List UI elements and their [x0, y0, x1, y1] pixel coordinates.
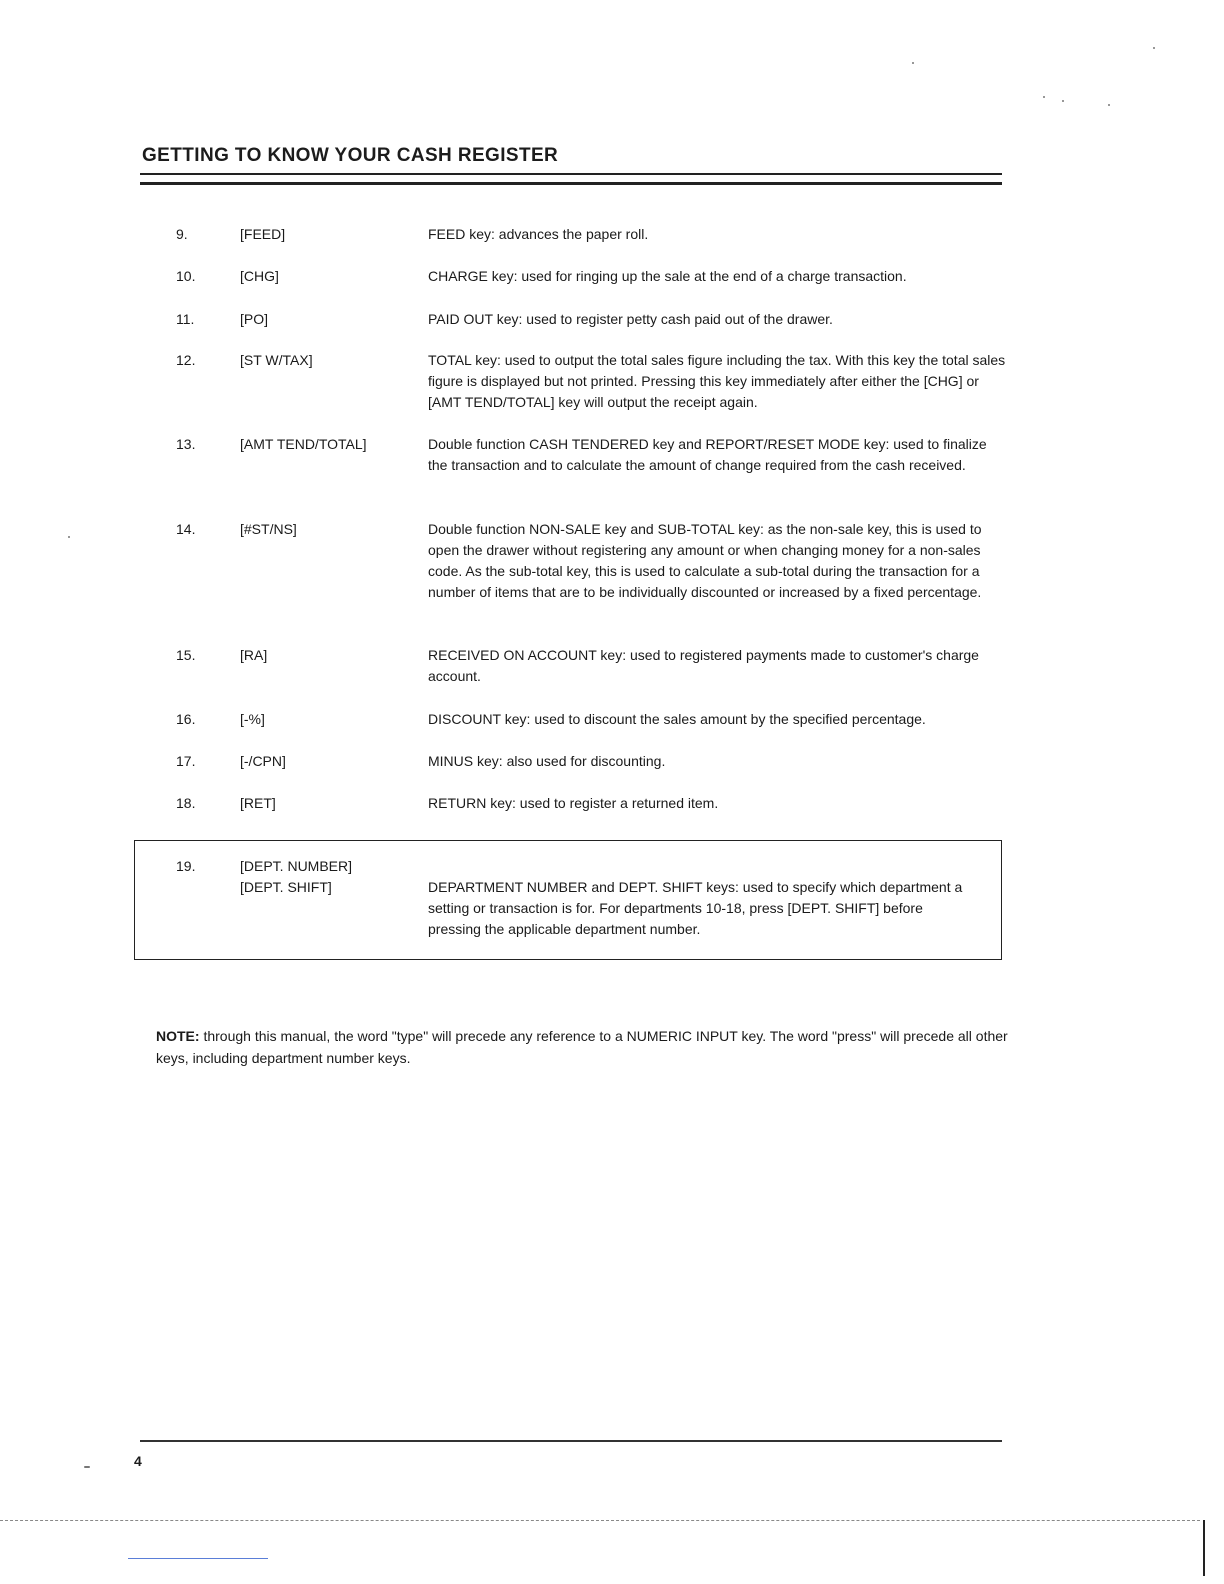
item-number: 12.	[176, 352, 196, 368]
item-key-line: [DEPT. SHIFT]	[240, 879, 332, 895]
scan-speck	[1043, 96, 1045, 98]
item-description: TOTAL key: used to output the total sales figure including the tax. With this key the total sales figure is displayed but not printed. Pressing this key immediately after either the [CHG] or [AMT TEND/TOTAL] key will output the receipt again.	[428, 352, 1006, 410]
note-text: through this manual, the word "type" will precede any reference to a NUMERIC INPUT key. The word "press" will precede all other keys, including department number keys.	[156, 1028, 1008, 1066]
item-key: [RET]	[240, 795, 276, 811]
item-key: [CHG]	[240, 268, 279, 284]
item-number: 18.	[176, 795, 196, 811]
item-key: [-/CPN]	[240, 753, 286, 769]
item-description: DISCOUNT key: used to discount the sales amount by the specified percentage.	[428, 711, 926, 727]
item-key-line: [DEPT. NUMBER]	[240, 858, 353, 874]
scan-speck	[84, 1466, 90, 1468]
item-description: FEED key: advances the paper roll.	[428, 226, 649, 242]
scan-artifact-line	[0, 1520, 1200, 1522]
scan-artifact-blue-line	[128, 1558, 268, 1559]
title-rule	[140, 173, 1002, 175]
scan-speck	[912, 62, 914, 64]
item-key: [AMT TEND/TOTAL]	[240, 436, 367, 452]
page-number: 4	[134, 1453, 142, 1469]
item-number: 9.	[176, 226, 188, 242]
item-number: 16.	[176, 711, 196, 727]
item-description: RECEIVED ON ACCOUNT key: used to registered payments made to customer's charge account.	[428, 647, 979, 684]
item-description: CHARGE key: used for ringing up the sale at the end of a charge transaction.	[428, 268, 907, 284]
item-description: Double function NON-SALE key and SUB-TOTAL key: as the non-sale key, this is used to open the drawer without registering any amount or when changing money for a non-sales code. As the sub-total key, this is used to calculate a sub-total during the transaction for a number of items that are to be individually discounted or increased by a fixed percentage.	[428, 521, 982, 600]
item-key: [#ST/NS]	[240, 521, 297, 537]
item-number: 11.	[176, 311, 195, 327]
item-description: DEPARTMENT NUMBER and DEPT. SHIFT keys: used to specify which department a setting or transaction is for. For departments 10-18, press [DEPT. SHIFT] before pressing the applicable department number.	[428, 879, 963, 937]
item-description: Double function CASH TENDERED key and REPORT/RESET MODE key: used to finalize the transaction and to calculate the amount of change required from the cash received.	[428, 436, 987, 473]
item-key: [-%]	[240, 711, 265, 727]
item-key: [RA]	[240, 647, 268, 663]
title-rule-double	[140, 182, 1002, 185]
item-description: MINUS key: also used for discounting.	[428, 753, 666, 769]
item-number: 14.	[176, 521, 196, 537]
scan-speck	[1108, 104, 1110, 106]
item-number: 15.	[176, 647, 196, 663]
item-key: [PO]	[240, 311, 269, 327]
item-key: [ST W/TAX]	[240, 352, 313, 368]
footer-rule	[140, 1440, 1002, 1442]
note	[156, 1025, 1008, 1069]
scan-speck	[1153, 47, 1155, 49]
page-title: GETTING TO KNOW YOUR CASH REGISTER	[142, 145, 559, 166]
note-label: NOTE:	[156, 1028, 200, 1044]
scan-speck	[1062, 100, 1064, 102]
scan-artifact-edge	[1203, 1520, 1205, 1576]
item-number: 13.	[176, 436, 196, 452]
item-number: 19.	[176, 858, 196, 874]
item-number: 17.	[176, 753, 196, 769]
scan-speck	[68, 536, 70, 538]
item-number: 10.	[176, 268, 196, 284]
item-description: PAID OUT key: used to register petty cash paid out of the drawer.	[428, 311, 833, 327]
item-key	[240, 856, 420, 898]
item-description: RETURN key: used to register a returned item.	[428, 795, 719, 811]
item-key: [FEED]	[240, 226, 286, 242]
